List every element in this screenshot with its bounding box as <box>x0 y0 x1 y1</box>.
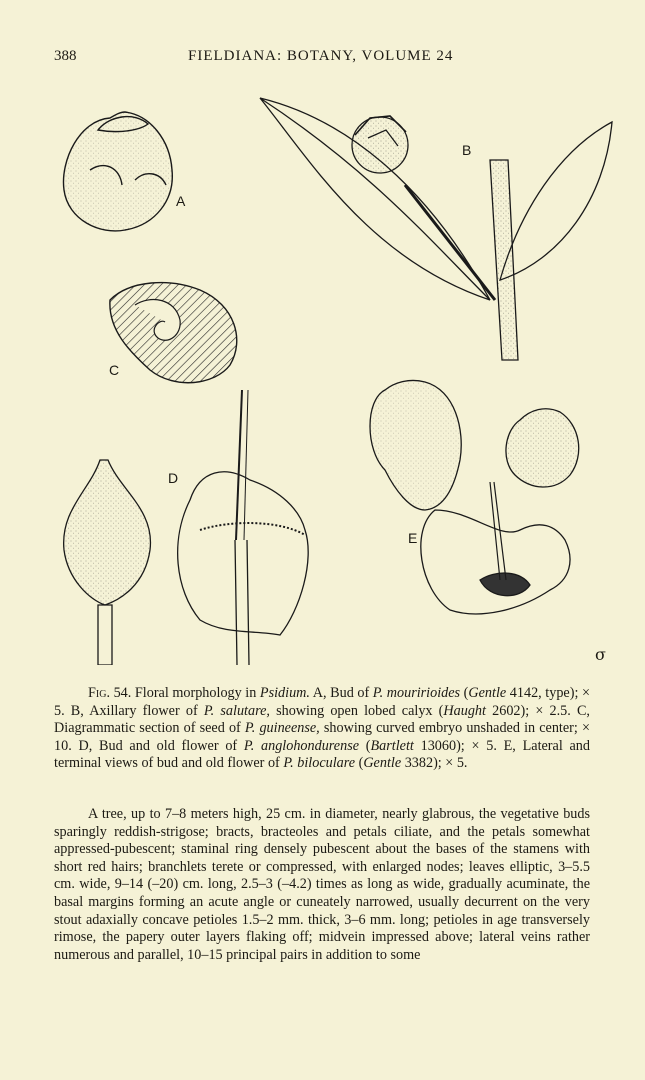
figure-a-bud <box>63 112 172 231</box>
plate-label-b: B <box>462 142 472 158</box>
figure-c-seed-section <box>110 283 237 383</box>
figure-e-bud-views-and-flower <box>370 380 579 613</box>
plate-label-c: C <box>109 362 120 378</box>
page-number: 388 <box>54 48 77 64</box>
botanical-plate <box>50 90 620 665</box>
running-title: FIELDIANA: BOTANY, VOLUME 24 <box>188 48 454 64</box>
plate-label-d: D <box>168 470 179 486</box>
artist-signature: σ <box>595 645 606 664</box>
page-header <box>54 48 590 68</box>
figure-caption: Fig. 54. Floral morphology in Psidium. A, Bud of P. mouririoides (Gentle 4142, type); × 5. B, Axillary flower of P. salutare, showing open lobed calyx (Haught 2602); × 2.5. C, Diagrammatic section of seed of P. guineense, showing curved embryo unshaded in center; × 10. D, Bud and old flower of P. anglohondurense (Bartlett 13060); × 5. E, Lateral and terminal views of bud and old flower of P. biloculare (Gentle 3382); × 5. <box>54 685 590 771</box>
plate-drawing <box>50 90 620 665</box>
caption-fig-label: Fig. 54. <box>88 685 132 701</box>
figure-d-bud-and-flower <box>64 390 309 665</box>
species-description: A tree, up to 7–8 meters high, 25 cm. in diameter, nearly glabrous, the vegetative buds sparingly reddish-strigose; bracts, bracteoles and petals ciliate, and the petals somewhat appressed-pubescent; staminal ring densely pubescent about the bases of the stamens with short red hairs; branchlets terete or compressed, with enlarged nodes; leaves elliptic, 3–5.5 cm. wide, 9–14 (–20) cm. long, 2.5–3 (–4.2) times as long as wide, gradually acuminate, the basal margins forming an acute angle or cuneately narrowed, usually decurrent on the very stout adaxially concave petioles 1.5–2 mm. thick, 3–6 mm. long; petioles in age transversely rimose, the papery outer layers flaking off; midvein impressed above; lateral veins rather numerous and parallel, 10–15 principal pairs in addition to some <box>54 806 590 963</box>
plate-label-e: E <box>408 530 418 546</box>
figure-b-flower <box>260 98 612 360</box>
plate-label-a: A <box>176 193 186 209</box>
